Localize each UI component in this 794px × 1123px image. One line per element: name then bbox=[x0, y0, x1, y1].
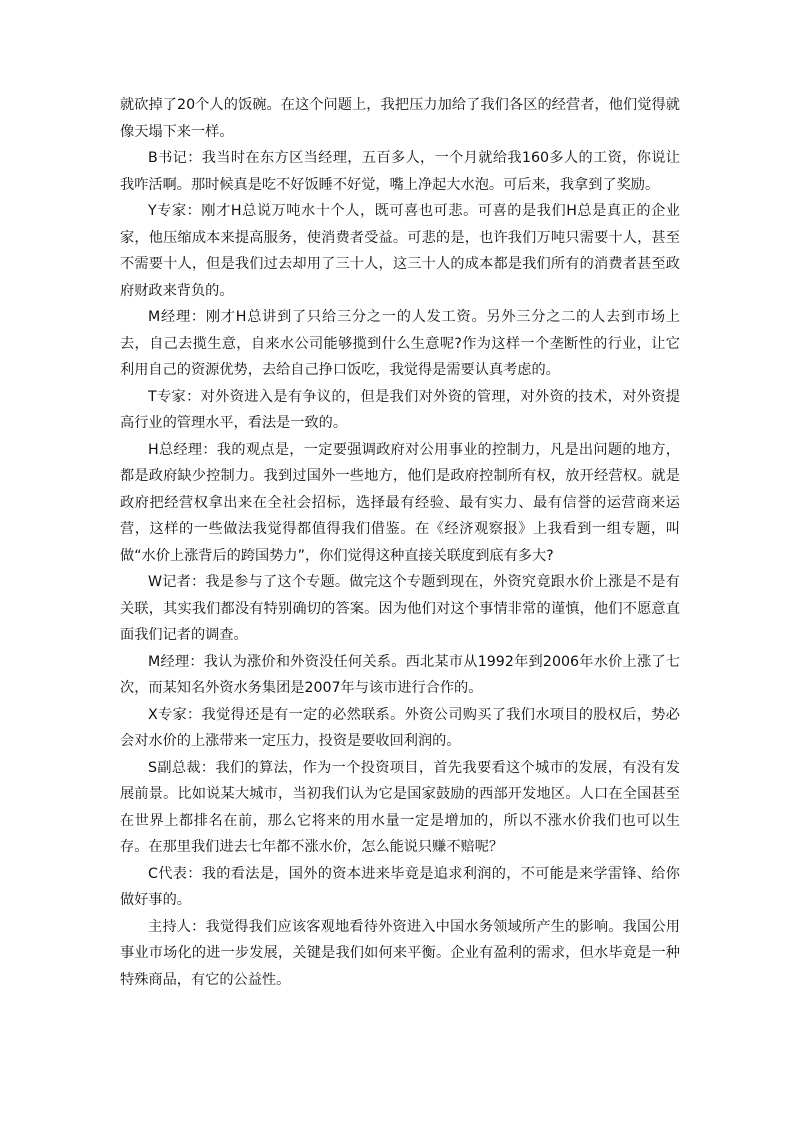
paragraph-m-manager-2: M经理：我认为涨价和外资没任何关系。西北某市从1992年到2006年水价上涨了七次，而某知名外资水务集团是2007年与该市进行合作的。 bbox=[120, 653, 680, 696]
paragraph-c-representative: C代表：我的看法是，国外的资本进来毕竟是追求利润的，不可能是来学雷锋、给你做好事的。 bbox=[120, 865, 680, 908]
paragraph-b-secretary: B书记：我当时在东方区当经理，五百多人，一个月就给我160多人的工资，你说让我咋活啊。那时候真是吃不好饭睡不好觉，嘴上净起大水泡。可后来，我拿到了奖励。 bbox=[120, 150, 680, 193]
paragraph-host: 主持人：我觉得我们应该客观地看待外资进入中国水务领域所产生的影响。我国公用事业市场化的进一步发展，关键是我们如何来平衡。企业有盈利的需求，但水毕竟是一种特殊商品，有它的公益性。 bbox=[120, 918, 680, 988]
document-body bbox=[120, 92, 680, 993]
paragraph-s-vice-president: S副总裁：我们的算法，作为一个投资项目，首先我要看这个城市的发展，有没有发展前景。比如说某大城市，当初我们认为它是国家鼓励的西部开发地区。人口在全国甚至在世界上都排名在前，那么它将来的用水量一定是增加的，所以不涨水价我们也可以生存。在那里我们进去七年都不涨水价，怎么能说只赚不赔呢？ bbox=[120, 759, 680, 855]
paragraph-w-reporter: W记者：我是参与了这个专题。做完这个专题到现在，外资究竟跟水价上涨是不是有关联，其实我们都没有特别确切的答案。因为他们对这个事情非常的谨慎，他们不愿意直面我们记者的调查。 bbox=[120, 574, 680, 643]
paragraph-h-general-manager: H总经理：我的观点是，一定要强调政府对公用事业的控制力，凡是出问题的地方，都是政府缺少控制力。我到过国外一些地方，他们是政府控制所有权，放开经营权。就是政府把经营权拿出来在全社会招标，选择最有经验、最有实力、最有信誉的运营商来运营，这样的一些做法我觉得都值得我们借鉴。在《经济观察报》上我看到一组专题，叫做“水价上涨背后的跨国势力”，你们觉得这种直接关联度到底有多大? bbox=[120, 441, 680, 564]
paragraph-x-expert: X专家：我觉得还是有一定的必然联系。外资公司购买了我们水项目的股权后，势必会对水价的上涨带来一定压力，投资是要收回利润的。 bbox=[120, 706, 680, 749]
paragraph-continuation: 就砍掉了20个人的饭碗。在这个问题上，我把压力加给了我们各区的经营者，他们觉得就像天塌下来一样。 bbox=[120, 97, 680, 140]
paragraph-m-manager: M经理：刚才H总讲到了只给三分之一的人发工资。另外三分之二的人去到市场上去，自己去揽生意，自来水公司能够揽到什么生意呢?作为这样一个垄断性的行业，让它利用自己的资源优势，去给自己挣口饭吃，我觉得是需要认真考虑的。 bbox=[120, 309, 680, 378]
paragraph-y-expert: Y专家：刚才H总说万吨水十个人，既可喜也可悲。可喜的是我们H总是真正的企业家，他压缩成本来提高服务，使消费者受益。可悲的是，也许我们万吨只需要十人，甚至不需要十人，但是我们过去却用了三十人，这三十人的成本都是我们所有的消费者甚至政府财政来背负的。 bbox=[120, 203, 680, 299]
paragraph-t-expert: T专家：对外资进入是有争议的，但是我们对外资的管理，对外资的技术，对外资提高行业的管理水平，看法是一致的。 bbox=[120, 388, 680, 431]
